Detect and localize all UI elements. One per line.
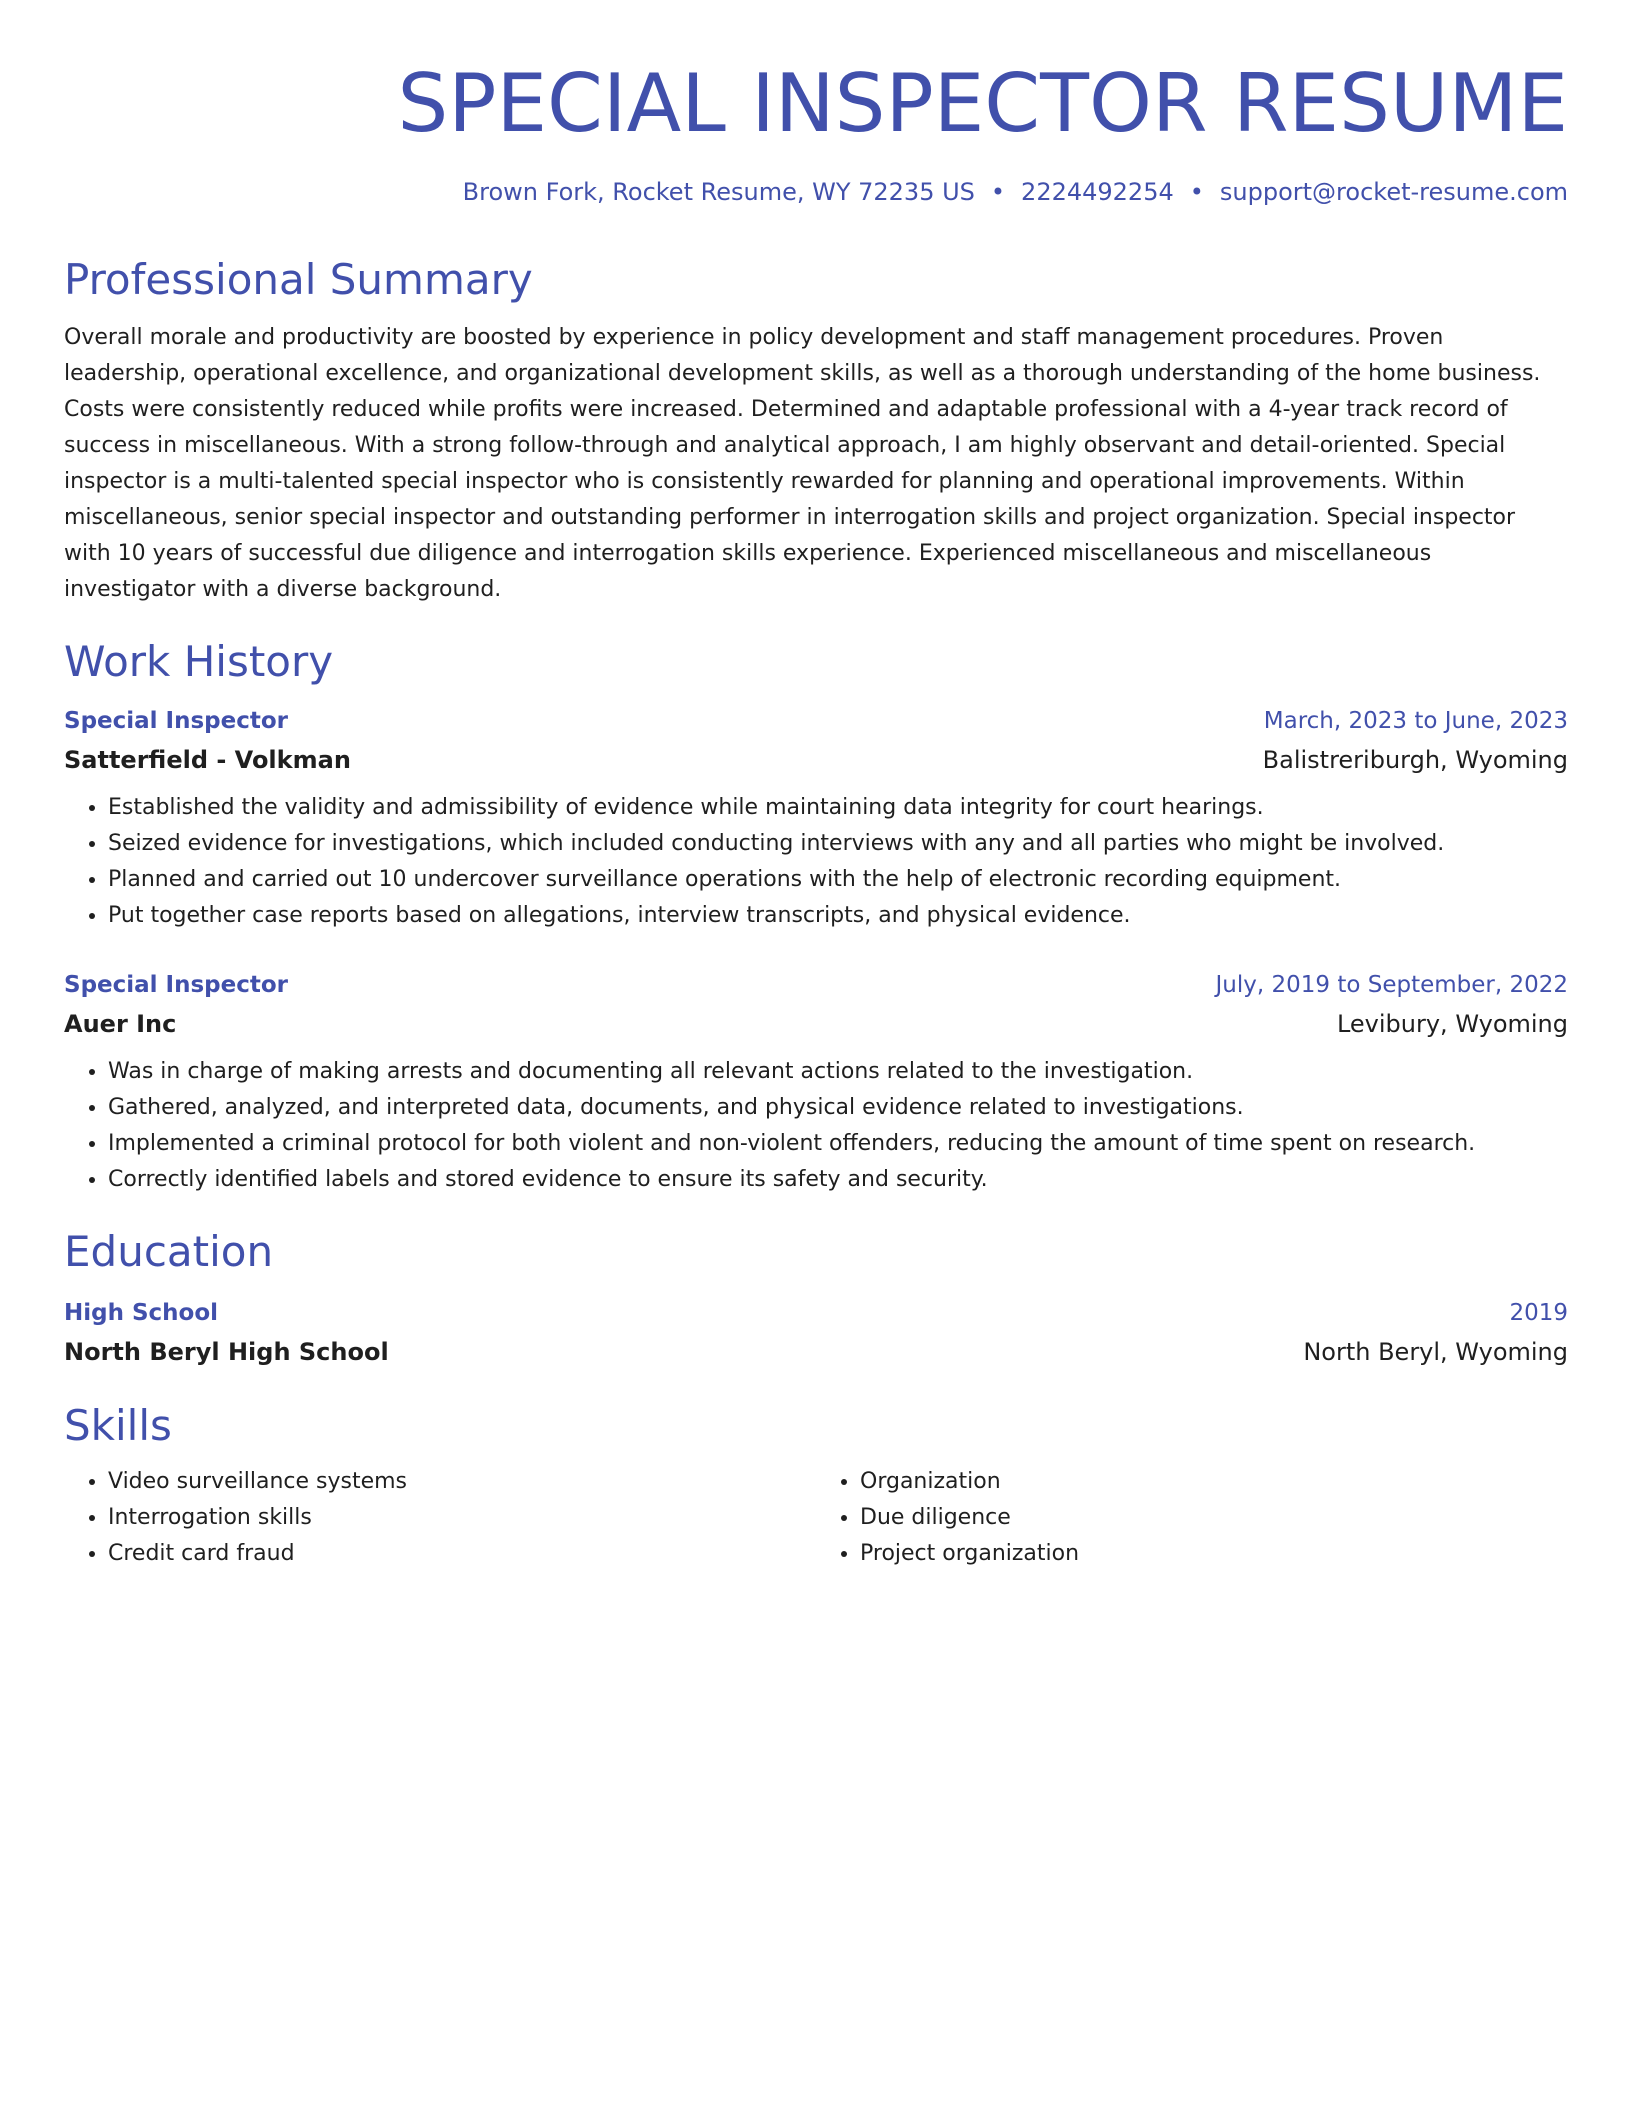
job-company: Auer Inc — [64, 1010, 177, 1038]
skills-list — [64, 1464, 1568, 1572]
job-entry — [64, 966, 1568, 1198]
skills-heading: Skills — [64, 1401, 172, 1450]
resume-title: SPECIAL INSPECTOR RESUME — [397, 57, 1568, 150]
education-year: 2019 — [1509, 1300, 1568, 1326]
job-title: Special Inspector — [64, 708, 289, 734]
skill-item: • Video surveillance systems — [108, 1464, 816, 1500]
resume-header — [64, 48, 1568, 208]
contact-line — [64, 176, 1568, 208]
job-bullet: • Established the validity and admissibility of evidence while maintaining data integrity for court hearings. — [108, 790, 1568, 826]
job-bullet: • Put together case reports based on allegations, interview transcripts, and physical evidence. — [108, 898, 1568, 934]
summary-heading: Professional Summary — [64, 255, 533, 304]
contact-email: support@rocket-resume.com — [1219, 178, 1568, 206]
job-bullets — [64, 1054, 1568, 1198]
contact-separator: • — [1189, 178, 1204, 206]
job-bullet: • Gathered, analyzed, and interpreted data, documents, and physical evidence related to investigations. — [108, 1090, 1568, 1126]
job-location: Levibury, Wyoming — [1336, 1010, 1568, 1038]
job-bullet: • Seized evidence for investigations, which included conducting interviews with any and all parties who might be involved. — [108, 826, 1568, 862]
skill-item: • Due diligence — [860, 1500, 1568, 1536]
job-location: Balistreriburgh, Wyoming — [1262, 746, 1568, 774]
skills-column-left — [64, 1464, 816, 1572]
job-bullet: • Planned and carried out 10 undercover surveillance operations with the help of electronic recording equipment. — [108, 862, 1568, 898]
job-bullet: • Implemented a criminal protocol for both violent and non-violent offenders, reducing the amount of time spent on research. — [108, 1126, 1568, 1162]
job-dates: July, 2019 to September, 2022 — [1215, 972, 1568, 998]
skill-item: • Interrogation skills — [108, 1500, 816, 1536]
job-title: Special Inspector — [64, 972, 289, 998]
summary-text: Overall morale and productivity are boosted by experience in policy development and staff management procedures. Proven leadership, operational excellence, and organizational development skills, as well as a thorough understanding of the home business. Costs were consistently reduced while profits were increased. Determined and adaptable professional with a 4-year track record of success in miscellaneous. With a strong follow-through and analytical approach, I am highly observant and detail-oriented. Special inspector is a multi-talented special inspector who is consistently rewarded for planning and operational improvements. Within miscellaneous, senior special inspector and outstanding performer in interrogation skills and project organization. Special inspector with 10 years of successful due diligence and interrogation skills experience. Experienced miscellaneous and miscellaneous investigator with a diverse background. — [64, 325, 1541, 602]
job-bullets — [64, 790, 1568, 934]
contact-phone: 2224492254 — [1021, 178, 1174, 206]
education-heading: Education — [64, 1227, 274, 1276]
education-school: North Beryl High School — [64, 1338, 389, 1366]
job-bullet: • Correctly identified labels and stored evidence to ensure its safety and security. — [108, 1162, 1568, 1198]
job-dates: March, 2023 to June, 2023 — [1263, 708, 1568, 734]
skill-item: • Credit card fraud — [108, 1536, 816, 1572]
skill-item: • Organization — [860, 1464, 1568, 1500]
education-entry — [64, 1294, 1568, 1372]
skill-item: • Project organization — [860, 1536, 1568, 1572]
work-history-heading: Work History — [64, 637, 334, 686]
contact-address: Brown Fork, Rocket Resume, WY 72235 US — [462, 178, 975, 206]
contact-separator: • — [990, 178, 1006, 206]
education-degree: High School — [64, 1300, 219, 1326]
job-entry — [64, 702, 1568, 934]
education-location: North Beryl, Wyoming — [1303, 1338, 1568, 1366]
job-bullet: • Was in charge of making arrests and documenting all relevant actions related to the investigation. — [108, 1054, 1568, 1090]
job-company: Satterfield - Volkman — [64, 746, 351, 774]
skills-column-right — [816, 1464, 1568, 1572]
